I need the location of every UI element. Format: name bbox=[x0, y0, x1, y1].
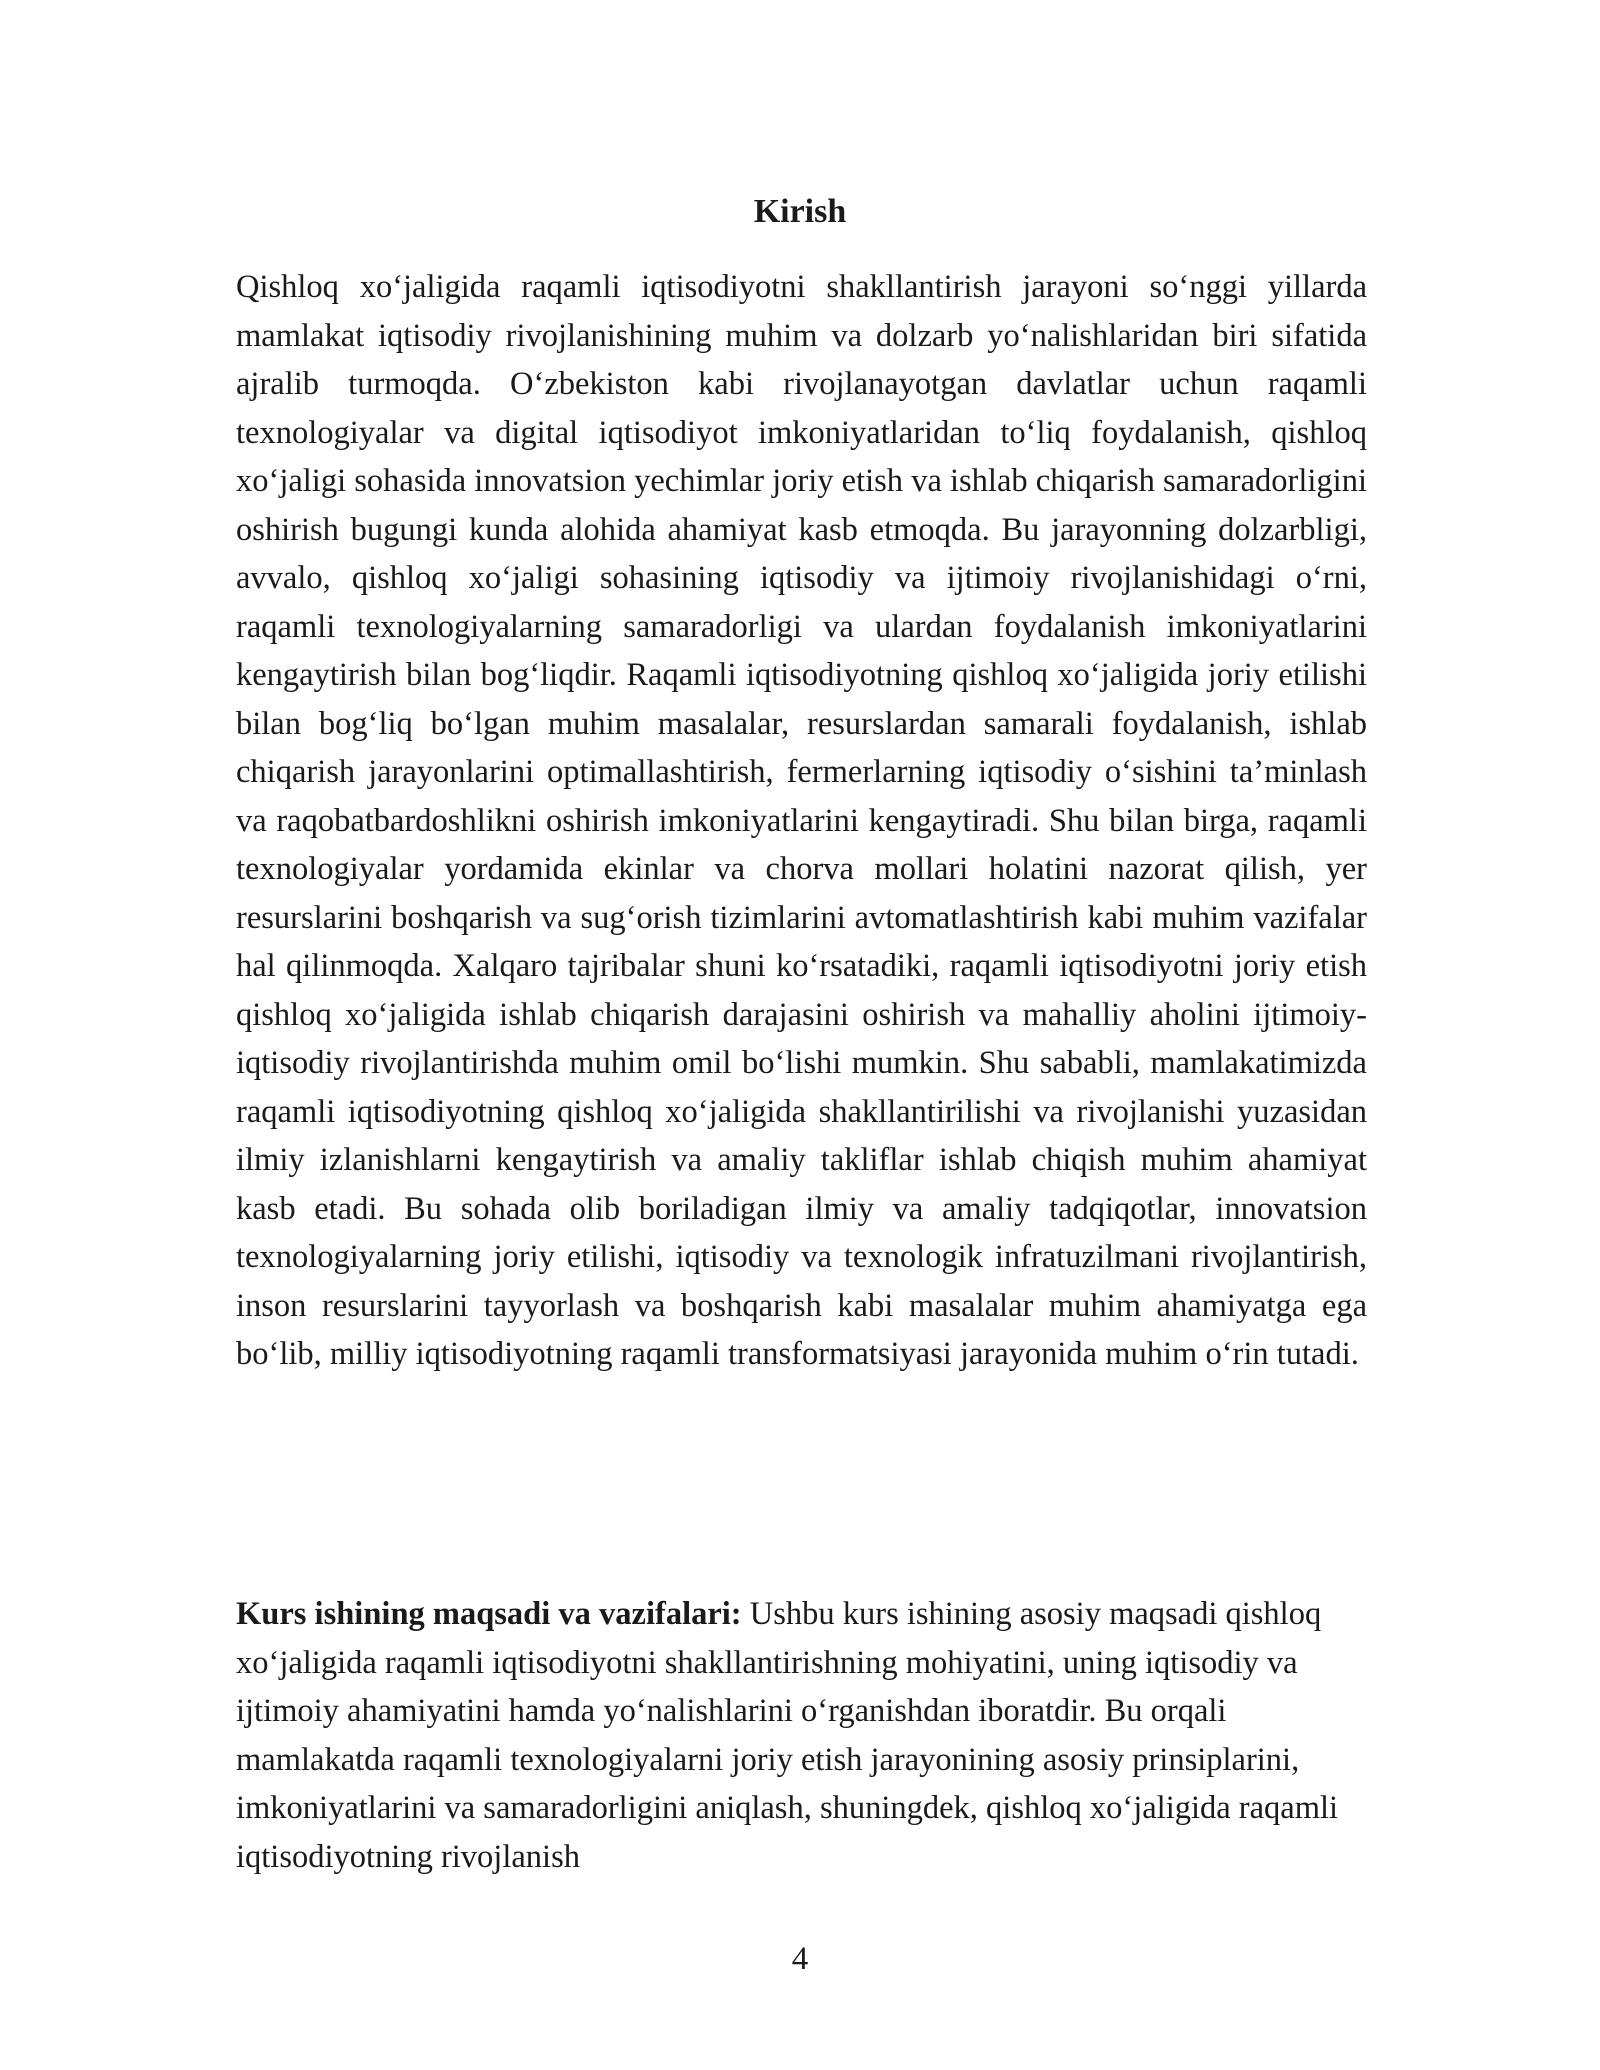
section-heading: Kirish bbox=[753, 193, 847, 230]
page-number: 4 bbox=[791, 1941, 809, 1977]
aims-paragraph-body: Ushbu kurs ishining asosiy maqsadi qishloq xo‘jaligida raqamli iqtisodiyotni shakllantirishning mohiyatini, uning iqtisodiy va ijtimoiy ahamiyatini hamda yo‘nalishlarini o‘rganishdan iboratdir. Bu orqali mamlakatda raqamli texnologiyalarni joriy etish jarayonining asosiy prinsiplarini, imkoniyatlarini va samaradorligini aniqlash, shuningdek, qishloq xo‘jaligida raqamli iqtisodiyotning rivojlanish bbox=[236, 1596, 1339, 1875]
aims-paragraph-lead: Kurs ishining maqsadi va vazifalari: bbox=[236, 1596, 742, 1632]
intro-paragraph: Qishloq xo‘jaligida raqamli iqtisodiyotni shakllantirish jarayoni so‘nggi yillarda mamlakat iqtisodiy rivojlanishining muhim va dolzarb yo‘nalishlaridan biri sifatida ajralib turmoqda. O‘zbekiston kabi rivojlanayotgan davlatlar uchun raqamli texnologiyalar va digital iqtisodiyot imkoniyatlaridan to‘liq foydalanish, qishloq xo‘jaligi sohasida innovatsion yechimlar joriy etish va ishlab chiqarish samaradorligini oshirish bugungi kunda alohida ahamiyat kasb etmoqda. Bu jarayonning dolzarbligi, avvalo, qishloq xo‘jaligi sohasining iqtisodiy va ijtimoiy rivojlanishidagi o‘rni, raqamli texnologiyalarning samaradorligi va ulardan foydalanish imkoniyatlarini kengaytirish bilan bog‘liqdir. Raqamli iqtisodiyotning qishloq xo‘jaligida joriy etilishi bilan bog‘liq bo‘lgan muhim masalalar, resurslardan samarali foydalanish, ishlab chiqarish jarayonlarini optimallashtirish, fermerlarning iqtisodiy o‘sishini ta’minlash va raqobatbardoshlikni oshirish imkoniyatlarini kengaytiradi. Shu bilan birga, raqamli texnologiyalar yordamida ekinlar va chorva mollari holatini nazorat qilish, yer resurslarini boshqarish va sug‘orish tizimlarini avtomatlashtirish kabi muhim vazifalar hal qilinmoqda. Xalqaro tajribalar shuni ko‘rsatadiki, raqamli iqtisodiyotni joriy etish qishloq xo‘jaligida ishlab chiqarish darajasini oshirish va mahalliy aholini ijtimoiy-iqtisodiy rivojlantirishda muhim omil bo‘lishi mumkin. Shu sababli, mamlakatimizda raqamli iqtisodiyotning qishloq xo‘jaligida shakllantirilishi va rivojlanishi yuzasidan ilmiy izlanishlarni kengaytirish va amaliy takliflar ishlab chiqish muhim ahamiyat kasb etadi. Bu sohada olib boriladigan ilmiy va amaliy tadqiqotlar, innovatsion texnologiyalarning joriy etilishi, iqtisodiy va texnologik infratuzilmani rivojlantirish, inson resurslarini tayyorlash va boshqarish kabi masalalar muhim ahamiyatga ega bo‘lib, milliy iqtisodiyotning raqamli transformatsiyasi jarayonida muhim o‘rin tutadi. bbox=[236, 269, 1367, 1372]
aims-paragraph bbox=[236, 1590, 1367, 1881]
